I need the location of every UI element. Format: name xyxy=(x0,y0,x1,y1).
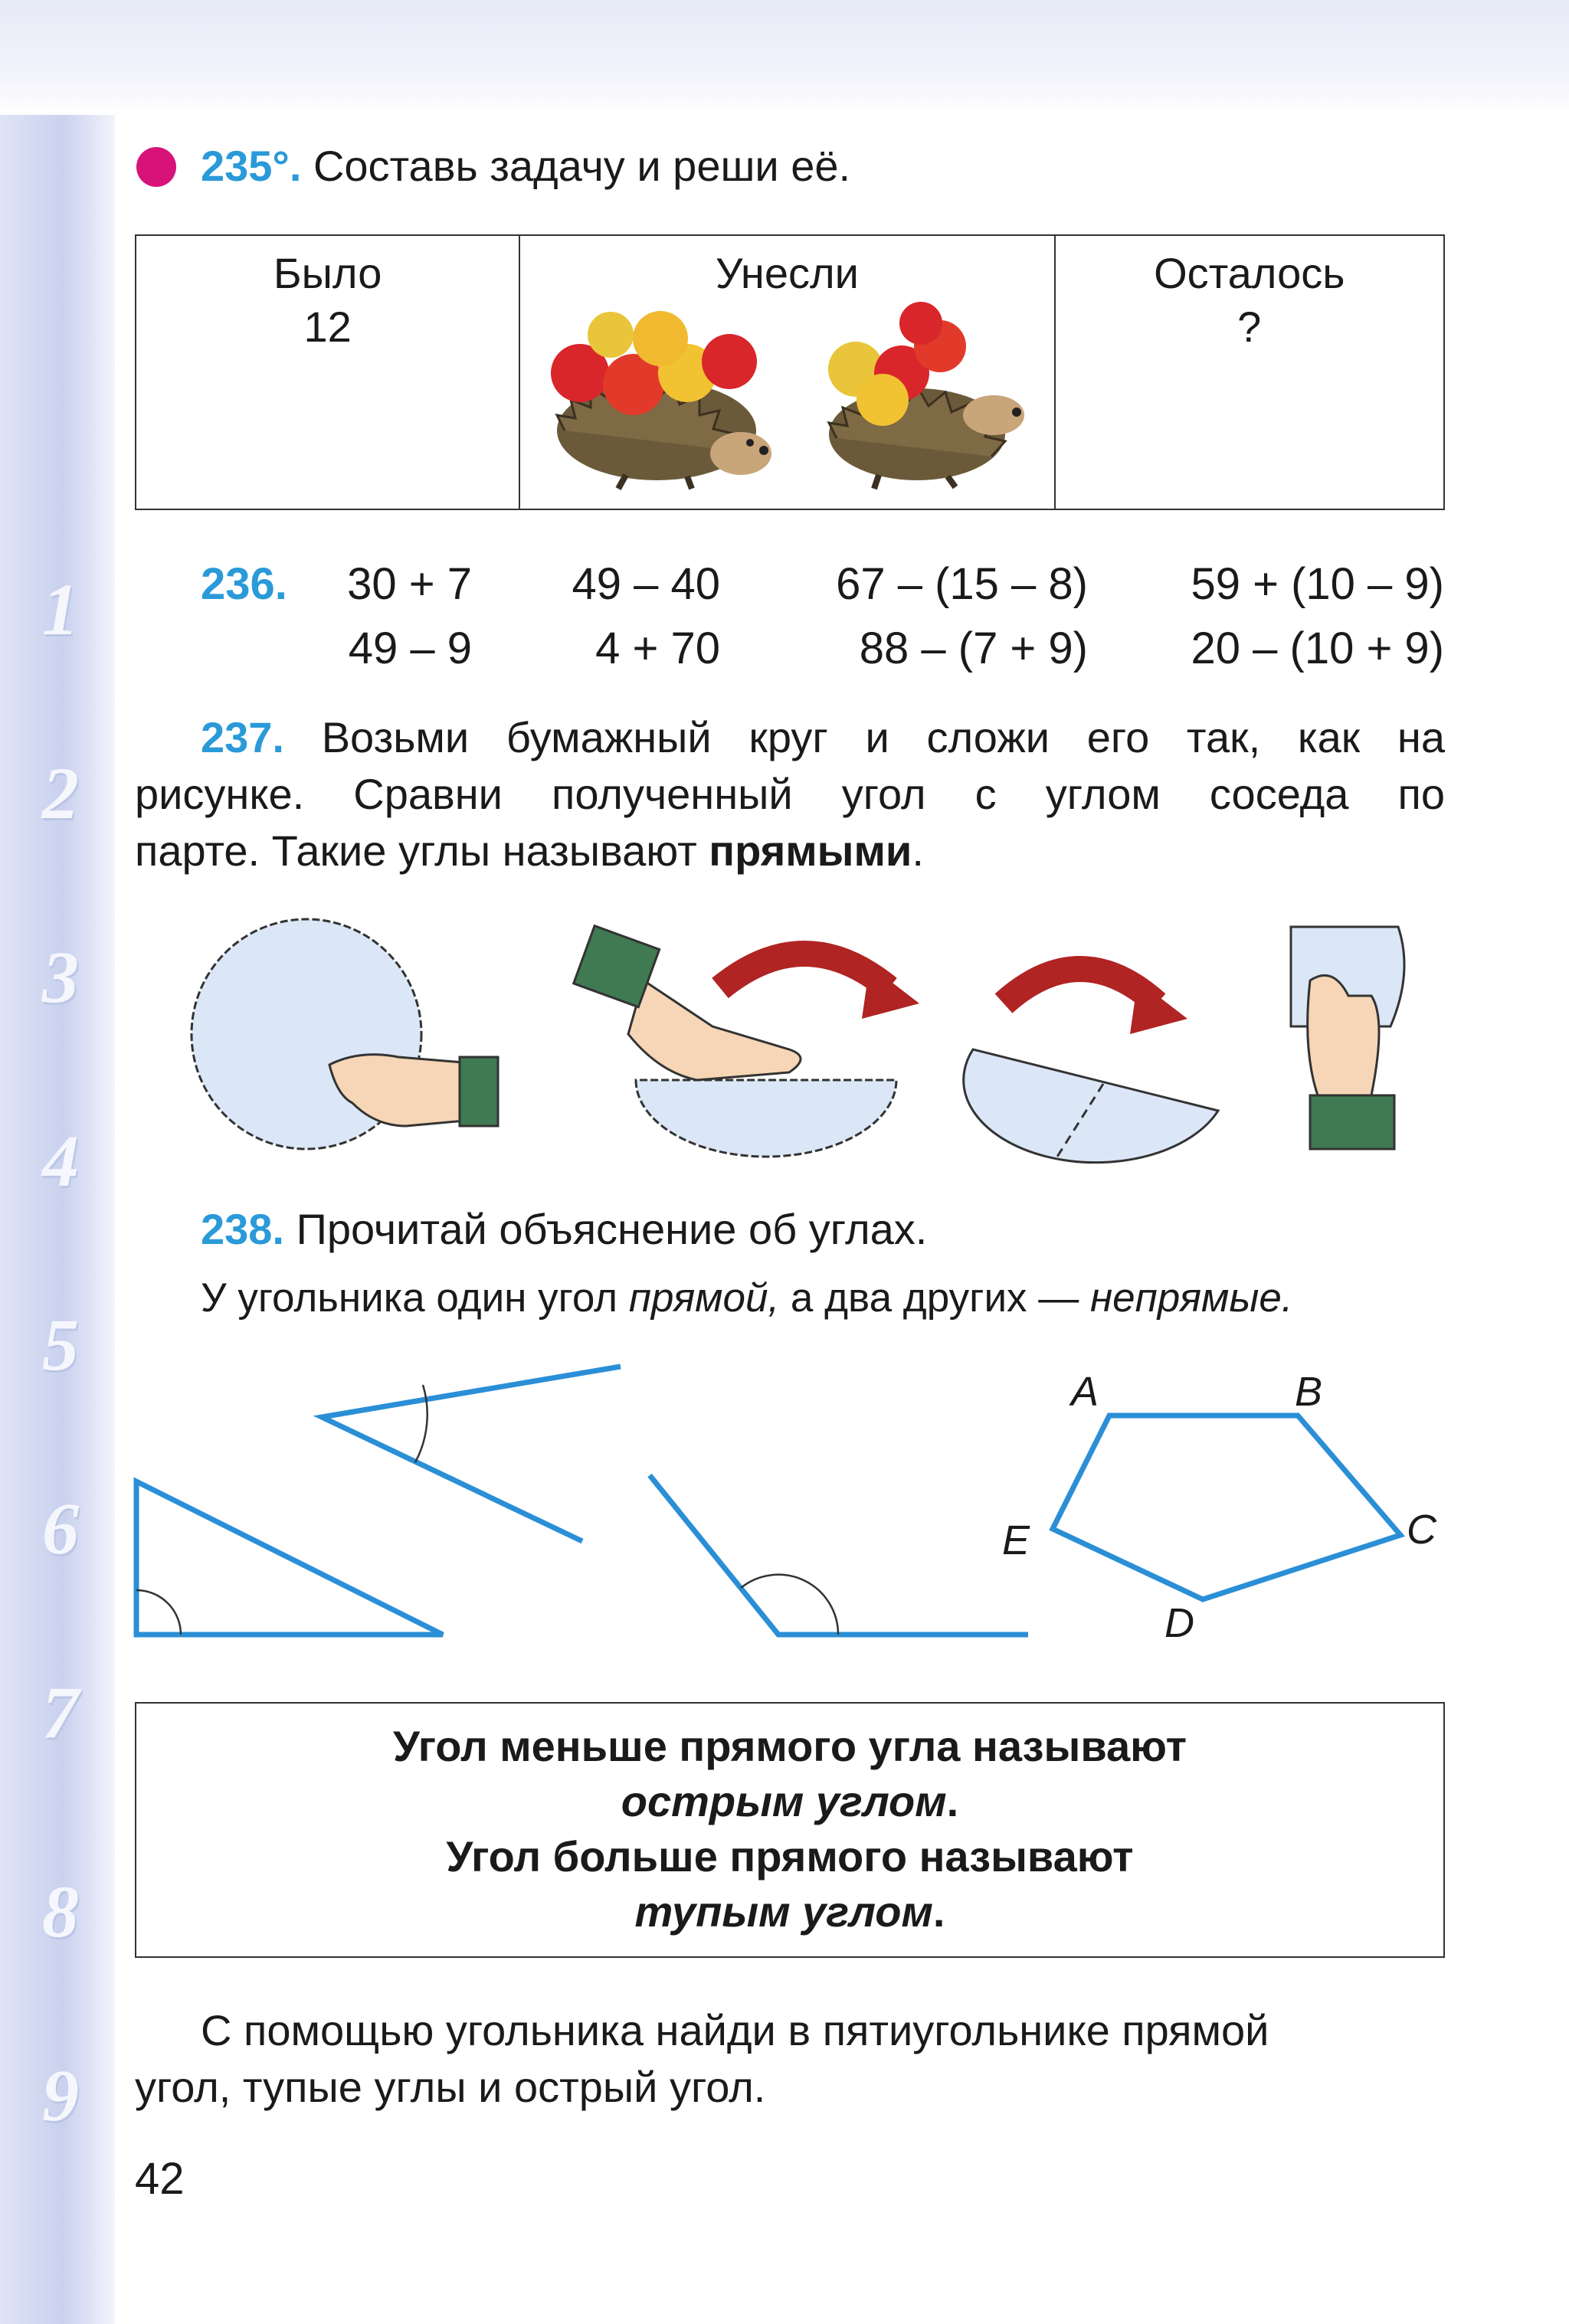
ex237-line3: парте. Такие углы называют прямыми. xyxy=(135,826,924,875)
obtuse-angle-shape xyxy=(650,1475,1028,1635)
side-digit: 1 xyxy=(42,568,79,650)
expression: 49 – 9 xyxy=(348,624,472,673)
ex237-number: 237. xyxy=(201,713,284,761)
side-digit: 6 xyxy=(42,1488,79,1570)
half-circle-icon xyxy=(964,1049,1218,1163)
expression: 67 – (15 – 8) xyxy=(836,559,1088,609)
ex235-number: 235°. xyxy=(201,142,302,190)
table-value: ? xyxy=(1237,303,1262,351)
ex235-text: Составь задачу и реши её. xyxy=(313,142,851,190)
ex238-line: У угольника один угол прямой, а два других — непрямые. xyxy=(201,1275,1293,1321)
angle-arc xyxy=(741,1575,838,1635)
circle-bullet-icon xyxy=(136,147,176,187)
expression: 49 – 40 xyxy=(572,559,720,609)
table-header: Унесли xyxy=(715,249,859,297)
rule-line: Угол больше прямого называют xyxy=(446,1832,1134,1880)
expression: 4 + 70 xyxy=(595,624,720,673)
table-value: 12 xyxy=(303,303,352,351)
italic-term: острым углом xyxy=(621,1777,947,1825)
rule-box xyxy=(135,1702,1445,1958)
curved-arrow-icon xyxy=(720,954,919,1019)
side-digit: 5 xyxy=(42,1304,79,1386)
ex238-title: Прочитай объяснение об углах. xyxy=(296,1205,928,1253)
curved-arrow-icon xyxy=(1004,969,1187,1034)
side-digit: 2 xyxy=(42,752,79,834)
top-band xyxy=(0,0,1569,115)
closing-line2: угол, тупые углы и острый угол. xyxy=(135,2063,766,2111)
table-cell-unesli xyxy=(519,235,1054,509)
ex238-heading xyxy=(201,1201,927,1258)
folded-half-circle-icon xyxy=(636,1080,896,1157)
rule-line: тупым углом. xyxy=(634,1887,945,1936)
table-header: Было xyxy=(273,249,382,297)
ex237-line2: рисунке. Сравни полученный угол с углом соседа по xyxy=(135,770,1445,818)
bold-term: прямыми xyxy=(709,826,912,875)
italic-term: прямой, xyxy=(628,1275,780,1321)
ex237-line1: 237. Возьми бумажный круг и сложи его так, как на xyxy=(201,713,1445,761)
table-cell-bylo xyxy=(136,235,519,509)
expression: 30 + 7 xyxy=(347,559,472,609)
table-cell-ostalos xyxy=(1055,235,1444,509)
ex235-heading xyxy=(201,138,850,195)
right-triangle-shape xyxy=(136,1481,443,1635)
side-digit: 4 xyxy=(42,1120,79,1202)
side-digit: 7 xyxy=(42,1671,79,1753)
acute-angle-shape xyxy=(322,1367,621,1541)
point-label: D xyxy=(1164,1600,1194,1646)
rule-line: острым углом. xyxy=(621,1777,959,1825)
point-label: A xyxy=(1071,1369,1099,1415)
angle-arc xyxy=(415,1385,427,1462)
side-digit: 3 xyxy=(42,936,79,1018)
expression: 88 – (7 + 9) xyxy=(859,624,1088,673)
point-label: E xyxy=(1002,1517,1030,1563)
ex236-number: 236. xyxy=(201,559,287,609)
angle-arc xyxy=(136,1590,181,1635)
closing-line1: С помощью угольника найди в пятиугольнике прямой xyxy=(201,2006,1269,2054)
italic-term: непрямые. xyxy=(1090,1275,1293,1321)
side-strip xyxy=(0,115,115,2324)
hedgehogs-with-apples-illustration xyxy=(534,300,1040,492)
point-label: B xyxy=(1295,1369,1323,1415)
ex238-number: 238. xyxy=(201,1205,284,1253)
side-digit: 8 xyxy=(42,1871,79,1952)
table-header: Осталось xyxy=(1154,249,1345,297)
italic-term: тупым углом xyxy=(634,1887,933,1936)
expression: 20 – (10 + 9) xyxy=(1191,624,1444,673)
pentagon-shape xyxy=(1053,1416,1400,1599)
expression: 59 + (10 – 9) xyxy=(1191,559,1444,609)
rule-line: Угол меньше прямого угла называют xyxy=(393,1722,1187,1770)
paper-folding-illustration xyxy=(153,912,1425,1172)
side-digit: 9 xyxy=(42,2054,79,2136)
page-number: 42 xyxy=(135,2154,185,2204)
point-label: C xyxy=(1407,1507,1436,1553)
ex235-table xyxy=(135,234,1445,510)
